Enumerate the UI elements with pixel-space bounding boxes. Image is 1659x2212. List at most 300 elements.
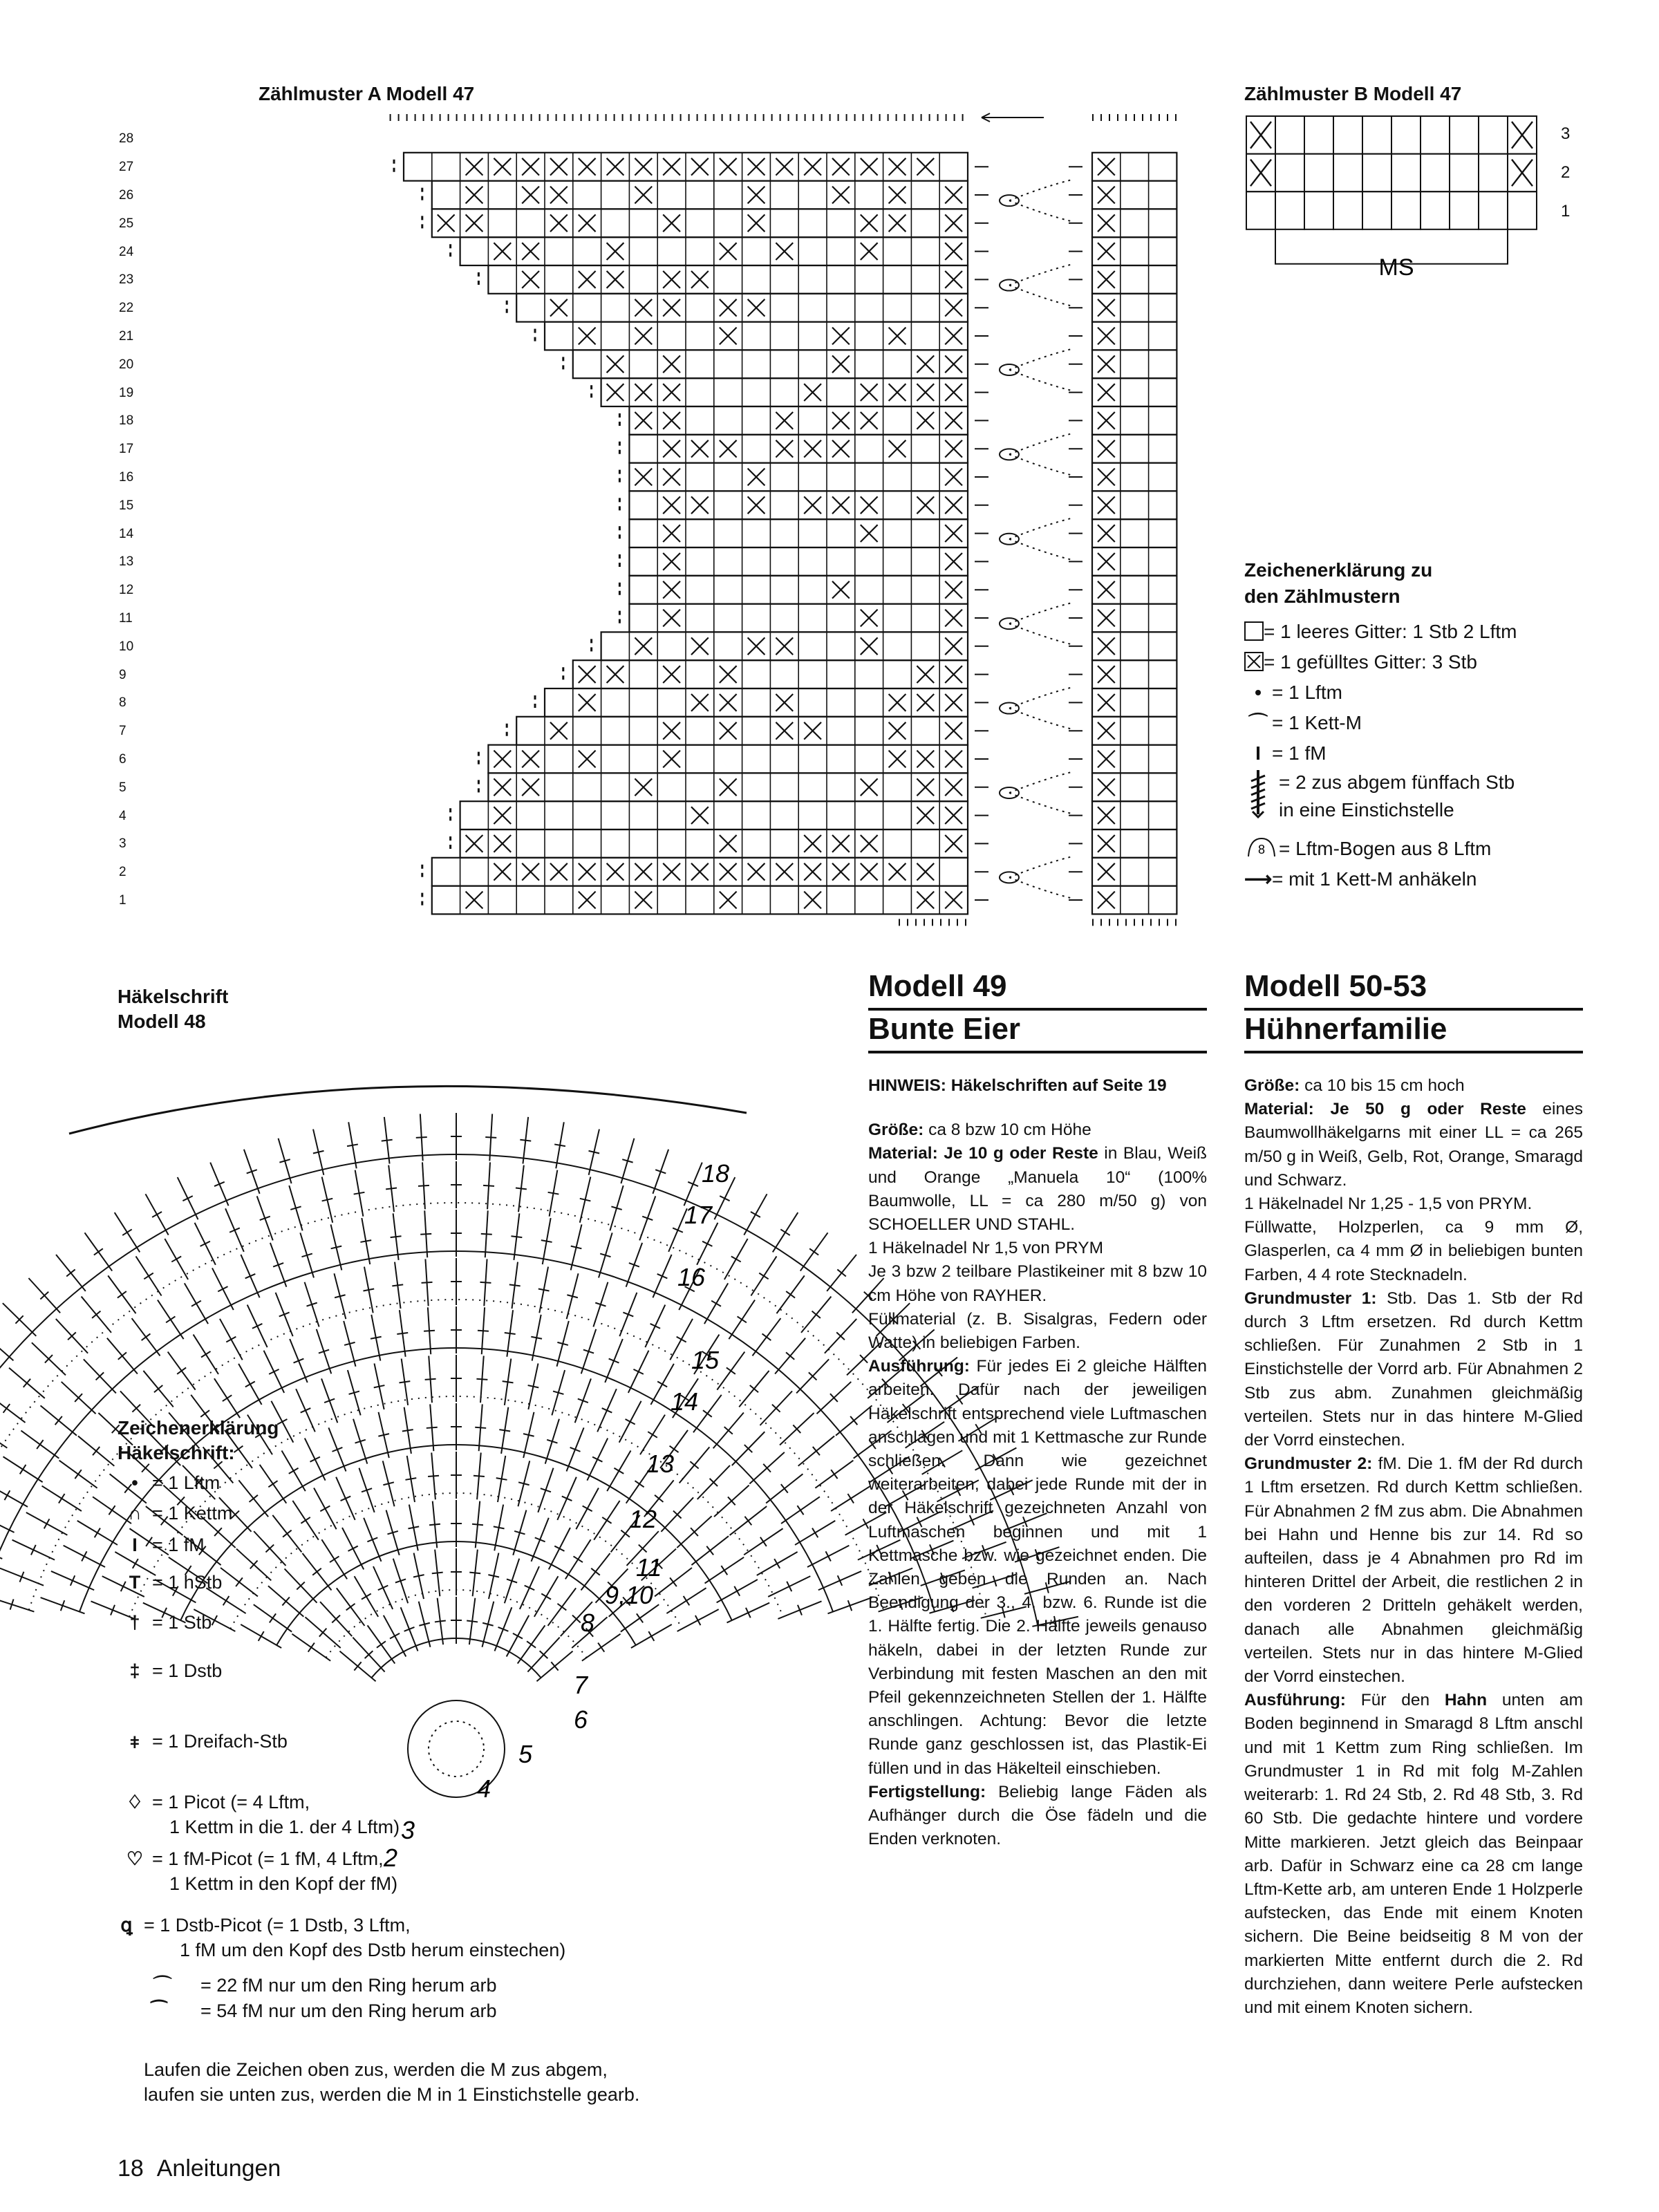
modell-50-material (1244, 1098, 1583, 1192)
stitch-bar (177, 1367, 186, 1374)
filled-mesh-mark (635, 412, 652, 429)
chart-b-cell (1304, 154, 1333, 192)
stitch-bar (416, 1137, 427, 1138)
chart-a-strip-row (1092, 491, 1177, 519)
legend-text: = 1 fM (1272, 742, 1327, 764)
chart-b-cell (1275, 154, 1304, 192)
filled-mesh-mark (663, 469, 680, 486)
chart-a-row-label: 2 (119, 865, 126, 880)
chain-arch (1009, 603, 1071, 624)
chart-a-strip-row (1092, 801, 1177, 830)
stitch-bar (3, 1404, 10, 1413)
chart-b-cell (1421, 116, 1450, 154)
legend-text: = 1 Kett-M (1272, 712, 1362, 733)
stitch-bar (31, 1545, 36, 1555)
stitch-bar (360, 1240, 371, 1242)
filled-mesh-mark (861, 637, 878, 655)
filled-mesh-mark (579, 158, 596, 176)
filled-mesh-mark (550, 299, 568, 317)
label: Größe: (1244, 1076, 1300, 1095)
legend-chain (1244, 677, 1631, 708)
filled-mesh-mark (832, 187, 850, 204)
filled-mesh-mark (776, 412, 793, 429)
filled-mesh-mark (663, 384, 680, 401)
filled-mesh-mark (1098, 299, 1115, 317)
round-number: 4 (477, 1774, 491, 1803)
legend-text: = 1 gefülltes Gitter: 3 Stb (1264, 651, 1477, 673)
chart-a-row-label: 8 (119, 695, 126, 711)
modell-50-heading-1: Modell 50-53 (1244, 968, 1583, 1011)
filled-mesh-mark (466, 214, 483, 232)
chart-b-cell (1391, 191, 1421, 229)
stitch-bar (476, 1379, 487, 1380)
filled-mesh-mark (917, 412, 934, 429)
chart-a-row-label: 7 (119, 724, 126, 739)
stitch-bar (82, 1551, 86, 1561)
filled-mesh-mark (494, 751, 511, 768)
filled-mesh-mark (720, 835, 737, 852)
haekel-legend-row (118, 1503, 232, 1524)
filled-mesh-mark (663, 299, 680, 317)
stitch (0, 1422, 7, 1448)
chart-a-row-label: 11 (119, 611, 133, 626)
filled-mesh-mark (832, 863, 850, 881)
chart-a-row-label: 20 (119, 357, 134, 372)
legend-text: = Lftm-Bogen aus 8 Lftm (1279, 838, 1492, 859)
chart-b-cell (1421, 191, 1450, 229)
filled-mesh-mark (663, 158, 680, 176)
stitch-bar (182, 1196, 192, 1201)
chart-a-row-label: 27 (119, 160, 134, 175)
chain-arch (1009, 877, 1071, 898)
filled-mesh-mark (804, 158, 821, 176)
chain-arch (1009, 856, 1071, 877)
filled-mesh-mark (1098, 751, 1115, 768)
stitch-bar (825, 1551, 830, 1561)
chart-b-cell (1421, 154, 1450, 192)
stitch-bar (731, 1257, 741, 1262)
filled-mesh-mark (945, 328, 962, 345)
arc-short-icon: ⌒ (153, 1975, 172, 1996)
chart-legend-title-2: den Zählmustern (1244, 585, 1400, 607)
filled-mesh-mark (917, 751, 934, 768)
filled-mesh-mark (691, 496, 709, 514)
round-number: 3 (401, 1816, 415, 1844)
filled-mesh-mark (832, 835, 850, 852)
filled-mesh-mark (720, 863, 737, 881)
legend-text: = 1 Stb (152, 1612, 212, 1633)
modell-49-hook: 1 Häkelnadel Nr 1,5 von PRYM (868, 1239, 1103, 1258)
filled-mesh-mark (663, 751, 680, 768)
filled-mesh-mark (466, 158, 483, 176)
round-number: 11 (636, 1553, 662, 1582)
filled-mesh-mark (691, 158, 709, 176)
label: Grundmuster 2: (1244, 1454, 1373, 1474)
legend-text: = 1 leeres Gitter: 1 Stb 2 Lftm (1264, 621, 1517, 642)
filled-mesh-mark (748, 187, 765, 204)
legend-text: in eine Einstichstelle (1279, 799, 1454, 821)
filled-mesh-mark (635, 637, 652, 655)
chart-a-strip-row (1092, 858, 1177, 886)
filled-mesh-mark (748, 158, 765, 176)
text: ca 10 bis 15 cm hoch (1300, 1076, 1465, 1095)
chain-arch (1009, 539, 1071, 560)
chart-a-strip-row (1092, 632, 1177, 660)
filled-mesh-mark (1098, 355, 1115, 373)
chain-arch (1009, 180, 1071, 200)
filled-mesh-mark (579, 694, 596, 711)
filled-mesh-mark (466, 892, 483, 909)
chain-arch (1009, 454, 1071, 475)
haekel-legend-row (118, 1660, 222, 1682)
legend-slip-stitch (1244, 708, 1631, 738)
chart-a-strip-row (1092, 773, 1177, 801)
filled-mesh-mark (804, 440, 821, 458)
stitch-bar (762, 1333, 771, 1340)
modell-49-size (868, 1118, 1207, 1142)
page-number: 18 (118, 2155, 144, 2182)
filled-mesh-mark (720, 666, 737, 683)
filled-mesh-mark (861, 863, 878, 881)
filled-mesh-mark (579, 892, 596, 909)
stitch-bar (554, 1144, 565, 1146)
filled-mesh-mark (945, 610, 962, 627)
stitch-bar (144, 1273, 153, 1280)
filled-mesh-mark (579, 666, 596, 683)
legend-text: 1 Kettm in die 1. der 4 Lftm) (169, 1817, 400, 1837)
chart-b-title: Zählmuster B Modell 47 (1244, 83, 1462, 104)
chain-arch (1009, 772, 1071, 793)
text: Stb. Das 1. Stb der Rd durch 3 Lftm ersetzen. Rd durch Kettm schließen. Für Zunahmen 2 Stb in 1 Einstichstelle der Vorrd arb. Für Abnahmen 2 Stb zus abm. Zunahmen gleichmäßig verteilen. Stets nur in das hintere M-Glied der Vorrd einstechen. (1244, 1288, 1583, 1450)
stitch-bar (399, 1381, 410, 1382)
chain-arch (1009, 433, 1071, 454)
haekel-legend-row (169, 1873, 397, 1895)
picot-icon: ♢ (126, 1792, 144, 1812)
chain-arch (1009, 285, 1071, 306)
stitch-bar (648, 1432, 657, 1437)
round-number: 8 (581, 1609, 595, 1637)
haekel-legend-row (118, 2000, 496, 2022)
stitch-bar (797, 1506, 803, 1515)
stitch-bar (751, 1212, 760, 1217)
legend-text: = 1 hStb (152, 1572, 223, 1593)
filled-mesh-mark (663, 581, 680, 599)
round-number: 2 (384, 1844, 398, 1872)
chart-a-strip-row (1092, 717, 1177, 745)
filled-mesh-mark (748, 469, 765, 486)
stitch-bar (59, 1494, 65, 1503)
filled-mesh-mark (945, 694, 962, 711)
filled-mesh-mark (494, 158, 511, 176)
filled-mesh-mark (1098, 553, 1115, 570)
legend-text: = 1 Kettm (152, 1503, 233, 1524)
filled-mesh-mark (945, 807, 962, 824)
round-number: 7 (574, 1671, 588, 1699)
legend-text: = 1 Dstb-Picot (= 1 Dstb, 3 Lftm, (144, 1915, 411, 1936)
stitch-bar (626, 1419, 635, 1425)
modell-49-hinweis: HINWEIS: Häkelschriften auf Seite 19 (868, 1076, 1167, 1095)
chart-a-row-label: 1 (119, 893, 126, 908)
chart-a-row-label: 4 (119, 808, 126, 823)
filled-mesh-mark (945, 751, 962, 768)
chart-a-row-label: 18 (119, 413, 134, 429)
modell-49-heading-2: Bunte Eier (868, 1011, 1207, 1053)
chart-a-strip-row (1092, 604, 1177, 632)
filled-mesh-mark (832, 355, 850, 373)
filled-mesh-mark (663, 666, 680, 683)
chart-b-cell (1450, 154, 1479, 192)
haekel-note-2: laufen sie unten zus, werden die M in 1 Einstichstelle gearb. (144, 2084, 640, 2105)
stitch-bar (483, 1185, 494, 1186)
chart-b-cell (1450, 191, 1479, 229)
haekelschrift-title-1: Häkelschrift (118, 986, 229, 1007)
stitch-bar (66, 1269, 75, 1276)
chart-a-strip-row (1092, 688, 1177, 717)
stitch-bar (382, 1140, 393, 1141)
chart-b-cell (1450, 116, 1479, 154)
filled-mesh-mark (945, 637, 962, 655)
filled-mesh-mark (1098, 778, 1115, 796)
filled-mesh-mark (522, 158, 539, 176)
text: Für den (1345, 1691, 1445, 1710)
filled-mesh-mark (1098, 496, 1115, 514)
filled-mesh-mark (776, 243, 793, 260)
chart-a-strip-row (1092, 350, 1177, 378)
modell-50-heading-2: Hühnerfamilie (1244, 1011, 1583, 1053)
chart-a-row-label: 17 (119, 442, 134, 457)
filled-mesh-mark (635, 863, 652, 881)
filled-mesh-mark (720, 892, 737, 909)
filled-mesh-mark (522, 271, 539, 288)
filled-mesh-mark (945, 214, 962, 232)
stitch-bar (727, 1367, 735, 1374)
legend-text: = 1 fM-Picot (= 1 fM, 4 Lftm, (152, 1848, 384, 1869)
stitch-bar (109, 1506, 115, 1515)
legend-text: 1 Kettm in den Kopf der fM) (169, 1873, 398, 1894)
filled-mesh-mark (550, 158, 568, 176)
filled-mesh-mark (889, 722, 906, 740)
stitch-bar (485, 1137, 496, 1138)
haekel-legend-row (118, 1792, 310, 1813)
round-number: 13 (646, 1450, 675, 1478)
text: in Blau, Weiß und Orange „Manuela 10“ (100% Baumwolle, LL = ca 280 m/50 g) von SCHOELLER UND STAHL. (868, 1144, 1207, 1235)
filled-mesh-mark (663, 496, 680, 514)
filled-mesh-mark (917, 694, 934, 711)
filled-mesh-mark (438, 214, 455, 232)
chart-a-title: Zählmuster A Modell 47 (259, 83, 475, 104)
stitch-bar (425, 1379, 436, 1380)
filled-mesh-mark (861, 496, 878, 514)
chart-a-strip-row (1092, 209, 1177, 237)
filled-mesh-mark (861, 158, 878, 176)
filled-mesh-mark (945, 722, 962, 740)
filled-mesh-mark (832, 581, 850, 599)
filled-mesh-mark (1098, 807, 1115, 824)
chart-b-cell (1333, 191, 1362, 229)
stitch-bar (774, 1559, 780, 1568)
filled-mesh-mark (917, 666, 934, 683)
modell-49-eggs: Je 3 bzw 2 teilbare Plastikeiner mit 8 bzw 10 cm Höhe von RAYHER. (868, 1262, 1207, 1305)
stitch-bar (269, 1369, 279, 1374)
filled-mesh-mark (1098, 637, 1115, 655)
stitch-bar (850, 1416, 857, 1425)
filled-mesh-mark (494, 807, 511, 824)
chart-a-row-label: 3 (119, 836, 126, 852)
stitch-bar (813, 1447, 820, 1455)
modell-50-pattern-1 (1244, 1287, 1583, 1452)
chart-a-grid (138, 111, 1217, 954)
chain-arch (1009, 518, 1071, 539)
chart-a-strip-row (1092, 265, 1177, 294)
filled-mesh-mark (945, 469, 962, 486)
filled-mesh-mark (917, 496, 934, 514)
chain-arch (1009, 688, 1071, 709)
stitch-bar (520, 1140, 531, 1141)
chart-a-row-label: 23 (119, 272, 134, 288)
round-number: 16 (677, 1263, 706, 1291)
label: Grundmuster 1: (1244, 1288, 1377, 1308)
stitch-bar (93, 1447, 100, 1455)
modell-49-column (868, 968, 1207, 1852)
filled-mesh-mark (579, 214, 596, 232)
filled-mesh-mark (550, 722, 568, 740)
stitch-bar (310, 1457, 320, 1462)
filled-mesh-mark (861, 243, 878, 260)
chart-a-strip-row (1092, 378, 1177, 406)
filled-mesh-mark (1098, 384, 1115, 401)
filled-mesh-mark (466, 835, 483, 852)
text: Beliebig lange Fäden als Aufhänger durch die Öse fädeln und die Enden verknoten. (868, 1782, 1207, 1849)
filled-mesh-mark (889, 440, 906, 458)
filled-mesh-mark (1250, 122, 1271, 149)
chart-a-strip-row (1092, 435, 1177, 463)
label: Material: Je 50 g oder Reste (1244, 1100, 1526, 1119)
filled-mesh-mark (579, 328, 596, 345)
chart-a-row (432, 181, 968, 209)
chain-arch-number: 8 (1257, 843, 1266, 856)
chart-a-row (432, 209, 968, 237)
label: Größe: (868, 1121, 924, 1140)
filled-mesh-mark (1098, 525, 1115, 542)
legend-sc (1244, 738, 1631, 769)
legend-quintuple (1244, 769, 1631, 824)
chart-a-row-label: 12 (119, 583, 134, 598)
legend-text: = mit 1 Kett-M anhäkeln (1272, 868, 1477, 890)
filled-mesh-mark (635, 778, 652, 796)
round-number: 15 (691, 1346, 720, 1374)
filled-mesh-mark (776, 637, 793, 655)
chart-a-row-label: 14 (119, 526, 134, 541)
filled-mesh-mark (861, 525, 878, 542)
filled-mesh-mark (663, 440, 680, 458)
stitch-bar (480, 1282, 491, 1283)
filled-mesh-mark (1098, 214, 1115, 232)
filled-mesh-mark (917, 384, 934, 401)
haekel-legend-row (180, 1940, 565, 1961)
stitch-bar (759, 1273, 768, 1280)
chart-a-row-label: 5 (119, 780, 126, 795)
bar-icon: I (1255, 742, 1261, 764)
chart-a-strip-row (1092, 153, 1177, 181)
filled-mesh-mark (522, 187, 539, 204)
filled-mesh-mark (1098, 863, 1115, 881)
filled-mesh-mark (917, 778, 934, 796)
stitch-bar (499, 1430, 510, 1431)
legend-text: 1 fM um den Kopf des Dstb herum einstechen) (180, 1940, 566, 1960)
filled-mesh-mark (861, 610, 878, 627)
filled-mesh-mark (748, 496, 765, 514)
text-bold: Hahn (1444, 1691, 1488, 1710)
filled-mesh-mark (889, 187, 906, 204)
stitch (0, 1329, 13, 1360)
filled-mesh-mark (522, 751, 539, 768)
filled-mesh-mark (748, 299, 765, 317)
filled-mesh-mark (663, 610, 680, 627)
double-dagger-icon: ‡ (129, 1660, 140, 1681)
filled-mesh-mark (663, 271, 680, 288)
modell-49-finishing (868, 1781, 1207, 1852)
chart-b-grid (1241, 111, 1573, 290)
filled-mesh-mark (720, 158, 737, 176)
filled-mesh-mark (663, 722, 680, 740)
dagger-icon: † (129, 1612, 140, 1633)
haekelschrift-title-2: Modell 48 (118, 1011, 206, 1032)
filled-mesh-mark (945, 581, 962, 599)
bar-icon: I (132, 1535, 138, 1555)
haekel-legend-row (118, 1572, 222, 1593)
label: Ausführung: (1244, 1691, 1346, 1710)
chart-a-row-label: 10 (119, 639, 134, 654)
chart-b-cell (1362, 154, 1391, 192)
haekel-legend-row (169, 1817, 400, 1838)
filled-mesh-mark (635, 328, 652, 345)
stitch-bar (397, 1333, 408, 1334)
chart-b-cell (1275, 116, 1304, 154)
text: unten am Boden beginnend in Smaragd 8 Lftm anschl und mit 1 Kettm zum Ring schließen. Im Grundmuster 1 in Rd mit folg M-Zahlen weiterarb: 1. Rd 24 Stb, 2. Rd 48 Stb, 3. Rd 60 Stb. Die gedachte hintere und vordere Mitte markieren. Jetzt gleich das Beinpaar arb. Dafür in Schwarz eine ca 28 cm lange Lftm-Kette arb, am unteren Ende 1 Holzperle aufstecken, das Ende mit einem Knoten sichern. Die Beine beidseitig 8 M von der markierten Mitte entfernt durch die 2. Rd durchziehen, dann weitere Perle aufstecken und mit einem Knoten sichern. (1244, 1691, 1583, 2017)
chart-a-row (488, 265, 968, 294)
filled-mesh-mark (494, 835, 511, 852)
chart-a-row-label: 15 (119, 498, 134, 513)
stitch-bar (166, 1316, 175, 1322)
filled-mesh-mark (1098, 892, 1115, 909)
chart-b-cell (1479, 116, 1508, 154)
stitch-bar (548, 1192, 559, 1194)
empty-mesh-icon (1244, 621, 1264, 641)
quintuple-stitch-icon (1244, 769, 1272, 817)
chart-b-cell (1508, 191, 1537, 229)
filled-mesh-mark (889, 694, 906, 711)
stitch-bar (95, 1528, 100, 1538)
stitch-bar (354, 1192, 365, 1194)
haekel-note (144, 2057, 639, 2107)
text: eines Baumwollhäkelgarns mit einer LL = ca 265 m/50 g in Weiß, Gelb, Rot, Orange, Smaragd und Schwarz. (1244, 1100, 1583, 1190)
chart-a-row-label: 25 (119, 216, 134, 231)
chart-b-cell (1479, 191, 1508, 229)
stitch-bar (218, 1286, 227, 1291)
filled-mesh-mark (945, 553, 962, 570)
filled-mesh-mark (635, 892, 652, 909)
filled-mesh-mark (917, 807, 934, 824)
chart-a-row (488, 745, 968, 774)
filled-mesh-mark (607, 271, 624, 288)
haekel-legend (118, 1472, 740, 2025)
chart-a-row-label: 19 (119, 385, 134, 400)
filled-mesh-mark (607, 355, 624, 373)
filled-mesh-mark (748, 863, 765, 881)
round-number: 6 (574, 1705, 588, 1734)
chart-a-strip-row (1092, 576, 1177, 604)
filled-mesh-mark (1512, 122, 1533, 149)
